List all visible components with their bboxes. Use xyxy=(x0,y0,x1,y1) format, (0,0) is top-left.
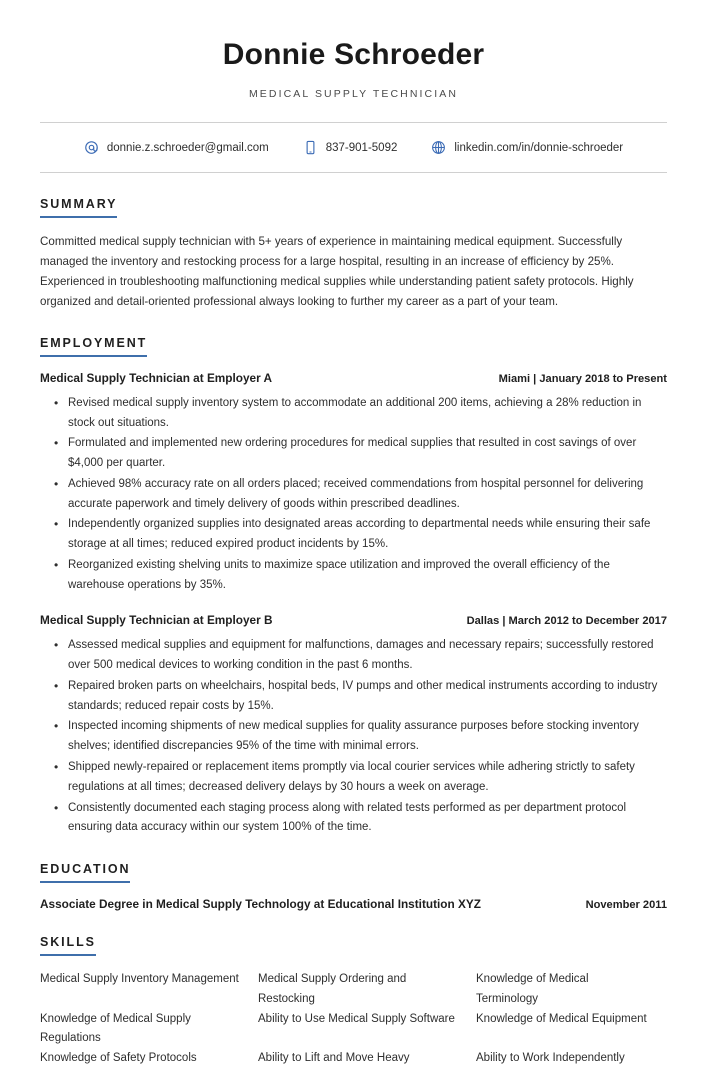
skill-item: Ability to Lift and Move Heavy xyxy=(258,1052,410,1065)
employment-bullet: • Independently organized supplies into designated areas according to departmental needs while ensuring their safe storage at all times; reduced expired product incidents by 15%. xyxy=(68,515,667,555)
employment-location-dates: Dallas | March 2012 to December 2017 xyxy=(466,615,667,628)
skills-grid xyxy=(40,970,667,1081)
summary-body xyxy=(40,232,667,312)
skill-item: Medical Supply Ordering and Restocking xyxy=(258,973,407,1005)
section-summary xyxy=(40,195,667,312)
employment-entry-head xyxy=(40,371,667,385)
skills-body xyxy=(40,970,667,1081)
employment-bullets xyxy=(40,394,667,596)
employment-bullet: • Repaired broken parts on wheelchairs, hospital beds, IV pumps and other medical instruments according to industry standards; reduced repair costs by 15%. xyxy=(68,677,667,717)
employment-location-dates: Miami | January 2018 to Present xyxy=(498,372,667,385)
section-heading-employment: EMPLOYMENT xyxy=(40,336,147,357)
education-degree: Associate Degree in Medical Supply Technology at Educational Institution XYZ xyxy=(40,897,481,912)
employment-bullet: • Inspected incoming shipments of new medical supplies for quality assurance purposes before stocking inventory shelves; identified discrepancies 95% of the time with minimal errors. xyxy=(68,717,667,757)
education-date: November 2011 xyxy=(585,899,667,912)
section-heading-education: EDUCATION xyxy=(40,862,130,883)
contact-linkedin-text: linkedin.com/in/donnie-schroeder xyxy=(454,141,624,154)
section-heading-skills: SKILLS xyxy=(40,935,96,956)
email-at-icon xyxy=(84,140,99,155)
contact-phone[interactable] xyxy=(303,140,398,155)
section-education xyxy=(40,860,667,911)
contact-bar xyxy=(40,123,667,172)
employment-bullet: • Assessed medical supplies and equipment for malfunctions, damages and necessary repairs; successfully restored over 500 medical devices to working condition in the past 6 months. xyxy=(68,636,667,676)
contact-linkedin[interactable] xyxy=(431,140,623,155)
mobile-phone-icon xyxy=(303,140,318,155)
skill-item: Knowledge of Medical Equipment xyxy=(476,1012,647,1025)
skill-item: Ability to Work Independently xyxy=(476,1052,625,1065)
header-divider-bottom xyxy=(40,172,667,173)
candidate-name: Donnie Schroeder xyxy=(222,38,485,71)
section-skills xyxy=(40,933,667,1081)
education-entry xyxy=(40,897,667,911)
skill-item: Knowledge of Safety Protocols xyxy=(40,1052,197,1065)
candidate-job-title: MEDICAL SUPPLY TECHNICIAN xyxy=(248,88,459,100)
employment-role: Medical Supply Technician at Employer A xyxy=(40,370,273,385)
employment-bullet: • Revised medical supply inventory system to accommodate an additional 200 items, achieving a 28% reduction in stock out situations. xyxy=(68,394,667,434)
summary-text: Committed medical supply technician with 5+ years of experience in maintaining medical equipment. Successfully managed the inventory and restocking process for a large hospital, resulting in an increase of efficiency by 25%. Experienced in troubleshooting malfunctioning medical supplies while understanding patient safety protocols. Highly organized and detail-oriented professional always looking to further my career as a part of your team. xyxy=(40,235,634,308)
employment-bullet: • Formulated and implemented new ordering procedures for medical supplies that resulted in cost savings of over $4,000 per quarter. xyxy=(68,434,667,474)
contact-email[interactable] xyxy=(84,140,269,155)
employment-entry xyxy=(40,613,667,838)
globe-icon xyxy=(431,140,446,155)
education-body xyxy=(40,897,667,911)
employment-bullet: • Reorganized existing shelving units to maximize space utilization and improved the overall efficiency of the warehouse operations by 35%. xyxy=(68,556,667,596)
section-employment xyxy=(40,334,667,838)
employment-bullet: • Consistently documented each staging process along with related tests performed as per department protocol ensuring data accuracy within our system 100% of the time. xyxy=(68,799,667,839)
resume-header xyxy=(40,0,667,100)
employment-bullet: • Achieved 98% accuracy rate on all orders placed; received commendations from hospital personnel for delivering accurate paperwork and timely delivery of goods within prescribed deadlines. xyxy=(68,475,667,515)
employment-bullets xyxy=(40,636,667,838)
employment-bullet: • Shipped newly-repaired or replacement items promptly via local courier services while adhering strictly to safety regulations at all times; decreased delivery delays by 30 hours a week on average. xyxy=(68,758,667,798)
skill-item: Medical Supply Inventory Management xyxy=(40,973,239,986)
contact-phone-text: 837-901-5092 xyxy=(325,141,398,154)
section-heading-summary: SUMMARY xyxy=(40,197,117,218)
contact-email-text: donnie.z.schroeder@gmail.com xyxy=(106,141,269,154)
employment-role: Medical Supply Technician at Employer B xyxy=(40,613,273,628)
employment-entry xyxy=(40,371,667,596)
skill-item: Knowledge of Medical Supply Regulations xyxy=(40,1012,191,1045)
employment-entry-head xyxy=(40,613,667,627)
skill-item: Ability to Use Medical Supply Software xyxy=(258,1012,455,1025)
employment-body xyxy=(40,371,667,838)
skill-item: Knowledge of Medical Terminology xyxy=(476,973,589,1005)
